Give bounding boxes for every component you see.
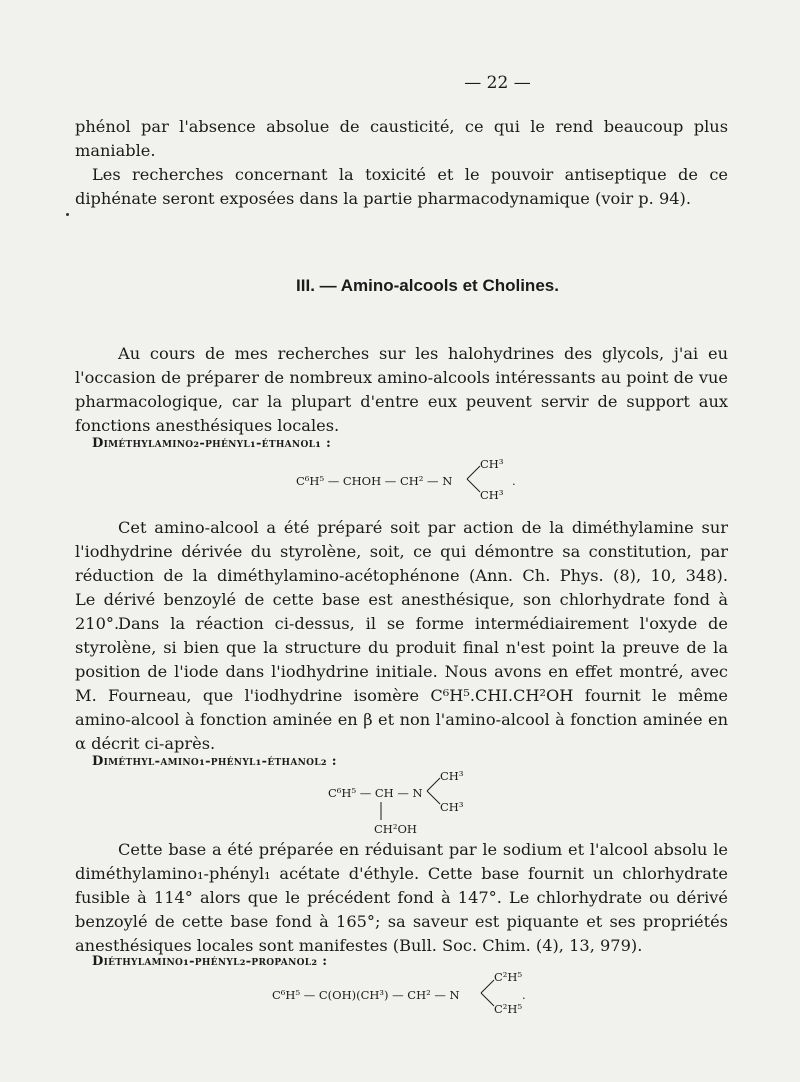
section-title: III. — Amino-alcools et Cholines. <box>296 276 559 295</box>
formula-top-branch: CH³ <box>480 457 504 471</box>
text-line: réduction de la diméthylamino-acétophénone (Ann. Ch. Phys. (8), 10, 348). <box>75 566 728 585</box>
text-line: α décrit ci-après. <box>75 734 216 753</box>
text-line: diméthylamino₁-phényl₁ acétate d'éthyle. Cette base fournit un chlorhydrate <box>75 864 728 883</box>
formula-bottom-branch: CH³ <box>440 800 464 814</box>
formula-below: CH²OH <box>374 822 417 836</box>
text-line: Les recherches concernant la toxicité et le pouvoir antiseptique de ce <box>92 165 728 184</box>
formula-main: C⁶H⁵ — CH — N <box>328 786 423 800</box>
text-line: Dans la réaction ci-dessus, il se forme intermédiairement l'oxyde de <box>118 614 728 633</box>
formula-main: C⁶H⁵ — CHOH — CH² — N <box>296 474 453 488</box>
page-number: — 22 — <box>464 73 531 93</box>
text-line: fusible à 114° alors que le précédent fond à 147°. Le chlorhydrate ou dérivé <box>75 888 728 907</box>
branch-lines <box>466 462 482 496</box>
ink-speck <box>66 213 69 216</box>
vertical-bond <box>378 800 384 822</box>
text-line: pharmacologique, car la plupart d'entre eux peuvent servir de support aux <box>75 392 728 411</box>
formula-bottom-branch: CH³ <box>480 488 504 502</box>
text-line: diphénate seront exposées dans la partie pharmacodynamique (voir p. 94). <box>75 189 692 208</box>
text-line: l'iodhydrine dérivée du styrolène, soit, ce qui démontre sa constitution, par <box>75 542 728 561</box>
text-line: l'occasion de préparer de nombreux amino-alcools intéressants au point de vue <box>75 368 728 387</box>
compound-heading: Diméthylamino₂-phényl₁-éthanol₁ : <box>92 436 332 451</box>
branch-lines <box>480 976 496 1010</box>
text-line: position de l'iode dans l'iodhydrine initiale. Nous avons en effet montré, avec <box>75 662 728 681</box>
text-line: maniable. <box>75 141 156 160</box>
formula-end: . <box>512 474 516 488</box>
text-line: anesthésiques locales sont manifestes (Bull. Soc. Chim. (4), 13, 979). <box>75 936 643 955</box>
formula-end: . <box>522 988 526 1002</box>
text-line: fonctions anesthésiques locales. <box>75 416 340 435</box>
compound-heading: Diéthylamino₁-phényl₂-propanol₂ : <box>92 954 328 969</box>
text-line: M. Fourneau, que l'iodhydrine isomère C⁶H⁵.CHI.CH²OH fournit le même <box>75 686 728 705</box>
text-line: Cet amino-alcool a été préparé soit par action de la diméthylamine sur <box>118 518 728 537</box>
formula-main: C⁶H⁵ — C(OH)(CH³) — CH² — N <box>272 988 460 1002</box>
text-line: Cette base a été préparée en réduisant par le sodium et l'alcool absolu le <box>118 840 728 859</box>
compound-heading: Diméthyl-amino₁-phényl₁-éthanol₂ : <box>92 754 337 769</box>
text-line: Au cours de mes recherches sur les halohydrines des glycols, j'ai eu <box>118 344 728 363</box>
text-line: benzoylé de cette base fond à 165°; sa saveur est piquante et ses propriétés <box>75 912 728 931</box>
text-line: amino-alcool à fonction aminée en β et non l'amino-alcool à fonction aminée en <box>75 710 728 729</box>
text-line: styrolène, si bien que la structure du produit final n'est point la preuve de la <box>75 638 728 657</box>
text-line: Le dérivé benzoylé de cette base est anesthésique, son chlorhydrate fond à 210°. <box>75 590 728 633</box>
formula-bottom-branch: C²H⁵ <box>494 1002 523 1016</box>
branch-lines <box>426 774 442 808</box>
formula-top-branch: C²H⁵ <box>494 970 523 984</box>
formula-top-branch: CH³ <box>440 769 464 783</box>
text-line: phénol par l'absence absolue de causticité, ce qui le rend beaucoup plus <box>75 117 728 136</box>
